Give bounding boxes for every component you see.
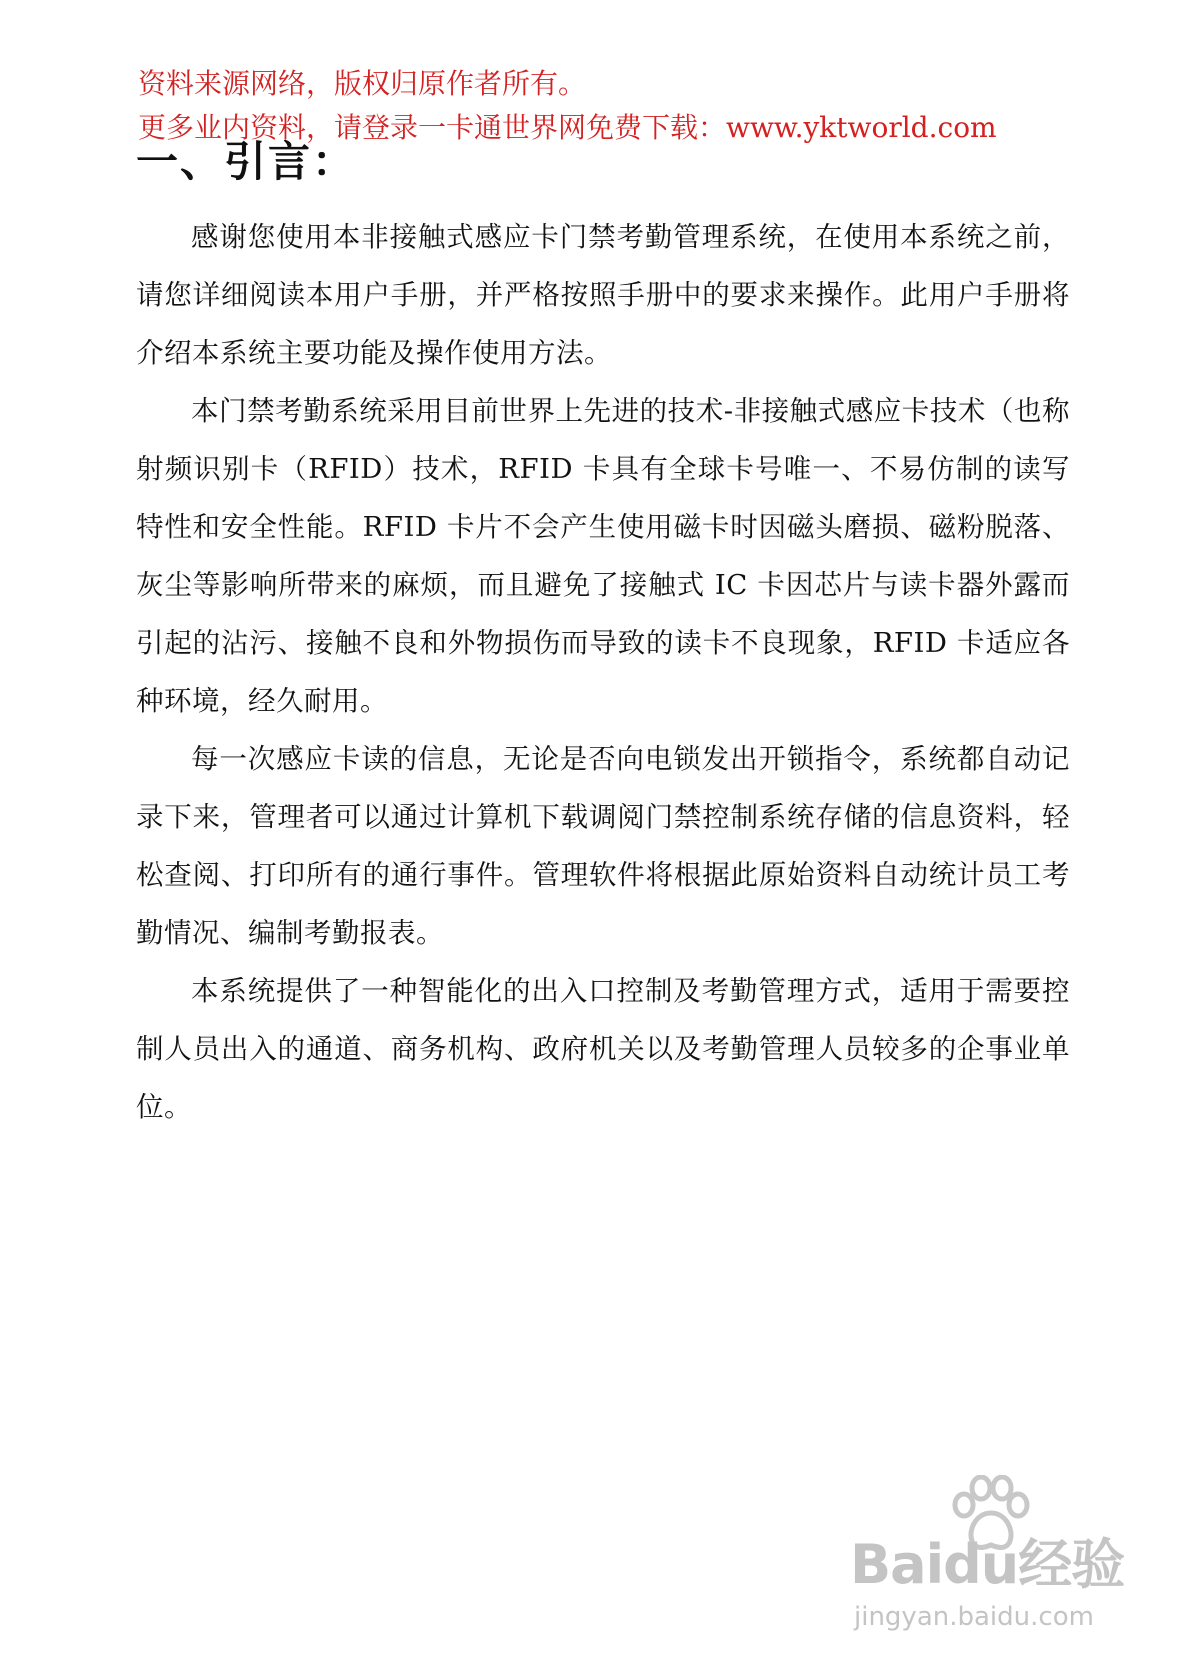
document-body — [136, 208, 1070, 1136]
notice-line-1: 资料来源网络，版权归原作者所有。 — [138, 67, 587, 100]
notice-line-2: 更多业内资料，请登录一卡通世界网免费下载：www.yktworld.com — [138, 111, 997, 144]
baidu-watermark — [850, 1475, 1150, 1645]
watermark-url: jingyan.baidu.com — [854, 1602, 1094, 1632]
paragraph-2: 本门禁考勤系统采用目前世界上先进的技术-非接触式感应卡技术（也称射频识别卡（RFID）技术，RFID 卡具有全球卡号唯一、不易仿制的读写特性和安全性能。RFID 卡片不会产生使用磁卡时因磁头磨损、磁粉脱落、灰尘等影响所带来的麻烦，而且避免了接触式 IC 卡因芯片与读卡器外露而引起的沾污、接触不良和外物损伤而导致的读卡不良现象，RFID 卡适应各种环境，经久耐用。 — [136, 395, 1070, 717]
section-heading: 一、引言： — [136, 137, 357, 186]
paragraph-3: 每一次感应卡读的信息，无论是否向电锁发出开锁指令，系统都自动记录下来，管理者可以通过计算机下载调阅门禁控制系统存储的信息资料，轻松查阅、打印所有的通行事件。管理软件将根据此原始资料自动统计员工考勤情况、编制考勤报表。 — [136, 743, 1070, 949]
paragraph-1: 感谢您使用本非接触式感应卡门禁考勤管理系统，在使用本系统之前，请您详细阅读本用户手册，并严格按照手册中的要求来操作。此用户手册将介绍本系统主要功能及操作使用方法。 — [136, 221, 1070, 369]
watermark-brand: Baidu经验 — [850, 1533, 1125, 1596]
paragraph-4: 本系统提供了一种智能化的出入口控制及考勤管理方式，适用于需要控制人员出入的通道、商务机构、政府机关以及考勤管理人员较多的企事业单位。 — [136, 975, 1070, 1123]
